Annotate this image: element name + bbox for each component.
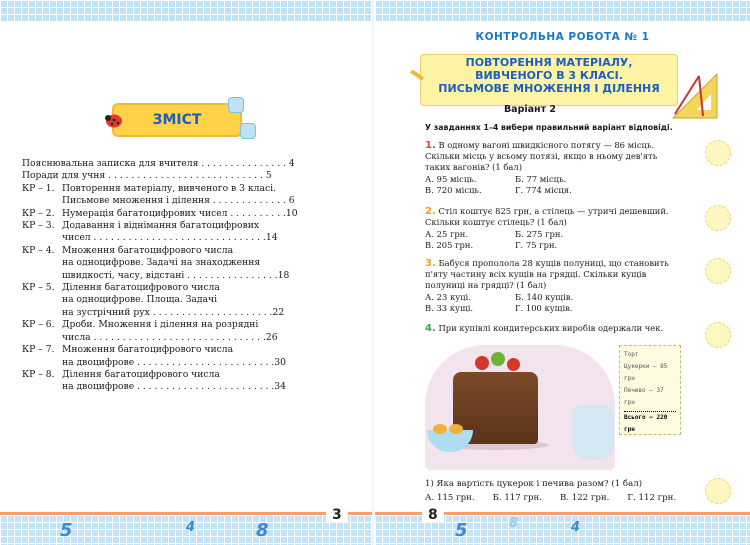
toc-row xyxy=(22,195,362,207)
kiwi-icon xyxy=(491,352,505,366)
task-number: 1. xyxy=(425,140,436,151)
page-number: 8 xyxy=(422,507,444,523)
top-grid-decoration xyxy=(0,0,375,22)
toc-row xyxy=(22,381,362,393)
candy-bag xyxy=(572,405,614,460)
toc-row xyxy=(22,282,362,294)
answer-option: В. 720 місць. xyxy=(425,185,482,196)
task-3 xyxy=(425,258,680,314)
decorative-digit: 8 xyxy=(509,516,519,531)
toc-row xyxy=(22,294,362,306)
toc-text: Додавання і віднімання багатоцифрових xyxy=(62,220,260,232)
score-circle xyxy=(705,205,731,231)
toc-code xyxy=(22,195,62,207)
toc-code: КР – 4. xyxy=(22,244,55,256)
toc-row xyxy=(22,232,362,244)
toc-text: чисел . . . . . . . . . . . . . . . . . . . . . . . . . . . . . .14 xyxy=(62,232,278,244)
toc-row xyxy=(22,257,362,269)
answer-option: В. 122 грн. xyxy=(559,493,610,503)
toc-text: Множення багатоцифрового числа xyxy=(62,344,234,356)
cookie-icon xyxy=(433,424,447,434)
answer-option: Б. 275 грн. xyxy=(515,229,564,240)
task-text: Бабуся прополола 28 кущів полуниці, що становить п'яту частину всіх кущів на грядці. Скільки кущів полуниці на грядці? (1 бал) xyxy=(425,258,669,291)
toc-row xyxy=(22,208,362,220)
page-number: 3 xyxy=(326,507,348,523)
strawberry-icon xyxy=(475,356,489,370)
toc-code xyxy=(22,332,62,344)
topic-banner xyxy=(420,54,678,106)
toc-code: КР – 8. xyxy=(22,368,55,380)
toc-code xyxy=(22,232,62,244)
toc-code xyxy=(22,270,62,282)
answer-option: Г. 774 місця. xyxy=(515,185,572,196)
receipt-line: Цукерки — 85 грн xyxy=(624,363,668,382)
toc-row xyxy=(22,245,362,257)
task-2 xyxy=(425,206,680,251)
banner-line: ВИВЧЕНОГО В 3 КЛАСІ. xyxy=(475,69,623,82)
toc-text: на двоцифрове . . . . . . . . . . . . . . . . . . . . . . . .34 xyxy=(62,381,286,393)
subquestion-1: 1) Яка вартість цукерок і печива разом? (1 бал) xyxy=(425,479,643,489)
toc-row xyxy=(22,369,362,381)
toc-text: числа . . . . . . . . . . . . . . . . . . . . . . . . . . . . . .26 xyxy=(62,331,278,343)
toc-code: КР – 7. xyxy=(22,344,55,356)
toc-code xyxy=(22,294,62,306)
right-page xyxy=(375,0,750,545)
answer-option: Б. 140 кущів. xyxy=(515,292,574,303)
score-circle xyxy=(705,322,731,348)
toc-code xyxy=(22,307,62,319)
receipt-total: Всього — 220 грн xyxy=(624,411,676,436)
toc-code xyxy=(22,257,62,269)
strawberry-icon xyxy=(507,358,520,371)
toc-text: на одноцифрове. Задачі на знаходження xyxy=(62,257,261,269)
top-grid-decoration xyxy=(375,0,750,22)
score-circle xyxy=(705,140,731,166)
score-circle xyxy=(705,478,731,504)
decorative-digit: 8 xyxy=(256,520,269,541)
task-text: При купівлі кондитерських виробів одержали чек. xyxy=(438,323,664,333)
toc-row xyxy=(22,357,362,369)
toc-code: КР – 3. xyxy=(22,220,55,232)
decorative-digit: 4 xyxy=(571,520,581,535)
task-number: 2. xyxy=(425,206,436,217)
answer-option: В. 205 грн. xyxy=(425,240,474,251)
toc-row xyxy=(22,158,362,170)
table-of-contents xyxy=(22,158,362,394)
test-title: КОНТРОЛЬНА РОБОТА № 1 xyxy=(475,31,650,43)
instruction-text: У завданнях 1–4 вибери правильний варіант відповіді. xyxy=(425,123,673,132)
toc-code: КР – 2. xyxy=(22,207,55,219)
answer-option: Б. 77 місць. xyxy=(515,174,567,185)
toc-text: Письмове множення і ділення . . . . . . . . . . . . . 6 xyxy=(62,195,295,207)
toc-code: КР – 1. xyxy=(22,182,55,194)
toc-row xyxy=(22,319,362,331)
answer-option: Г. 75 грн. xyxy=(515,240,558,251)
task-number: 4. xyxy=(425,323,436,334)
task-1 xyxy=(425,140,680,196)
toc-text: Поради для учня . . . . . . . . . . . . . . . . . . . . . . . . . . . 5 xyxy=(22,170,272,182)
toc-code xyxy=(22,381,62,393)
toc-row xyxy=(22,270,362,282)
flower-icon xyxy=(240,123,256,139)
banner-line: ПОВТОРЕННЯ МАТЕРІАЛУ, xyxy=(465,56,633,69)
toc-code: КР – 6. xyxy=(22,319,55,331)
toc-row xyxy=(22,183,362,195)
toc-text: Множення багатоцифрового числа xyxy=(62,244,234,256)
task-4 xyxy=(425,323,680,334)
toc-row xyxy=(22,220,362,232)
toc-row xyxy=(22,344,362,356)
receipt-line: Печиво — 37 грн xyxy=(624,387,664,406)
ladybug-icon xyxy=(104,112,124,128)
toc-code xyxy=(22,357,62,369)
answer-option: А. 23 куці. xyxy=(425,292,471,303)
answer-option: В. 33 кущі. xyxy=(425,303,474,314)
receipt-line: Торт xyxy=(624,351,639,358)
subquestion-options xyxy=(425,493,676,503)
toc-row xyxy=(22,307,362,319)
answer-option: Г. 100 кущів. xyxy=(515,303,573,314)
toc-text: Дроби. Множення і ділення на розрядні xyxy=(62,319,259,331)
toc-row xyxy=(22,170,362,182)
decorative-digit: 5 xyxy=(60,520,73,541)
toc-text: Ділення багатоцифрового числа xyxy=(62,282,220,294)
flower-icon xyxy=(228,97,244,113)
answer-option: А. 115 грн. xyxy=(425,493,475,503)
contents-heading: ЗМІСТ xyxy=(112,103,242,137)
toc-code: КР – 5. xyxy=(22,282,55,294)
task-number: 3. xyxy=(425,258,436,269)
answer-option: Г. 112 грн. xyxy=(627,493,677,503)
cookie-icon xyxy=(449,424,463,434)
answer-option: А. 25 грн. xyxy=(425,229,468,240)
toc-text: на зустрічний рух . . . . . . . . . . . . . . . . . . . . .22 xyxy=(62,306,285,318)
toc-text: на двоцифрове . . . . . . . . . . . . . . . . . . . . . . . .30 xyxy=(62,356,286,368)
pencil-icon xyxy=(407,70,429,96)
answer-option: Б. 117 грн. xyxy=(492,493,542,503)
decorative-digit: 5 xyxy=(455,520,468,541)
score-circle xyxy=(705,258,731,284)
task-text: В одному вагоні швидкісного потягу — 86 місць. Скільки місць у всьому потязі, якщо в ньому дев'ять таких вагонів? (1 бал) xyxy=(425,140,658,173)
task-text: Стіл коштує 825 грн, а стілець — утричі дешевший. Скільки коштує стілець? (1 бал) xyxy=(425,206,669,228)
toc-text: швидкості, часу, відстані . . . . . . . . . . . . . . . .18 xyxy=(62,269,290,281)
toc-text: Пояснювальна записка для вчителя . . . . . . . . . . . . . . . 4 xyxy=(22,158,295,169)
receipt xyxy=(619,345,681,435)
toc-text: на одноцифрове. Площа. Задачі xyxy=(62,294,218,306)
variant-label: Варіант 2 xyxy=(503,104,557,115)
toc-row xyxy=(22,332,362,344)
decorative-digit: 4 xyxy=(186,520,196,535)
toc-text: Ділення багатоцифрового числа xyxy=(62,368,220,380)
toc-text: Повторення матеріалу, вивченого в 3 класі. xyxy=(62,182,276,194)
answer-option: А. 95 місць. xyxy=(425,174,477,185)
toc-text: Нумерація багатоцифрових чисел . . . . . . . . . .10 xyxy=(62,207,298,219)
banner-line: ПИСЬМОВЕ МНОЖЕННЯ І ДІЛЕННЯ xyxy=(438,82,660,95)
